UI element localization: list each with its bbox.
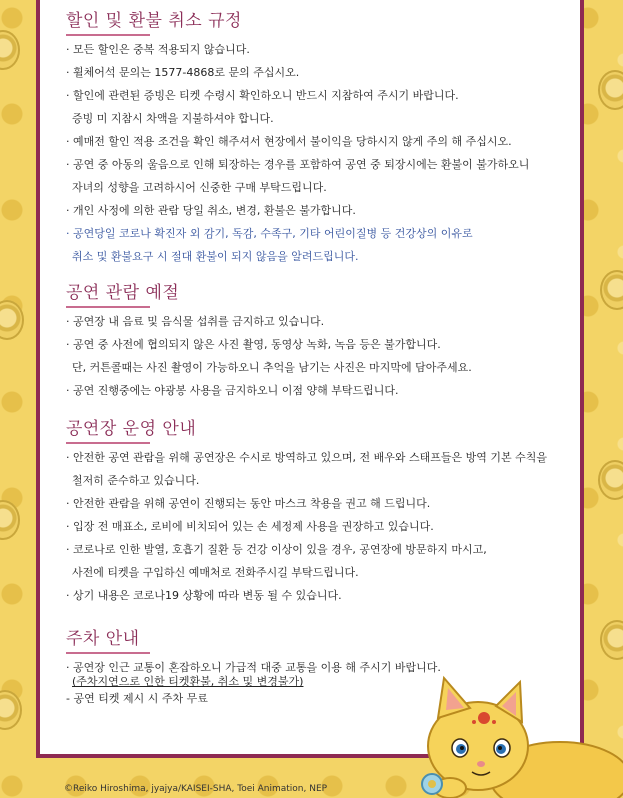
etiquette-line: 단, 커튼콜때는 사진 촬영이 가능하오니 추억을 남기는 사진은 마지막에 담아주세요. (72, 361, 472, 374)
parking-line: · 공연장 인근 교통이 혼잡하오니 가급적 대중 교통을 이용 해 주시기 바랍니다. (66, 661, 441, 674)
operation-line: · 입장 전 매표소, 로비에 비치되어 있는 손 세정제 사용을 권장하고 있습니다. (66, 520, 434, 533)
parking-refund-note: (주차지연으로 인한 티켓환불, 취소 및 변경불가) (72, 675, 304, 688)
policy-line: · 휠체어석 문의는 1577-4868로 문의 주십시오. (66, 66, 300, 79)
etiquette-line: · 공연 중 사전에 협의되지 않은 사진 촬영, 동영상 녹화, 녹음 등은 불가합니다. (66, 338, 441, 351)
policy-line: · 모든 할인은 중복 적용되지 않습니다. (66, 43, 250, 56)
policy-line: 증빙 미 지참시 차액을 지불하셔야 합니다. (72, 112, 274, 125)
section-title: 주차 안내 (66, 624, 571, 654)
etiquette-line: · 공연 진행중에는 야광봉 사용을 금지하오니 이점 양해 부탁드립니다. (66, 384, 399, 397)
lucky-cat-icon (410, 660, 623, 798)
policy-line: 자녀의 성향을 고려하시어 신중한 구매 부탁드립니다. (72, 181, 327, 194)
operation-section (66, 414, 571, 607)
operation-line: · 상기 내용은 코로나19 상황에 따라 변동 될 수 있습니다. (66, 589, 342, 602)
policy-line: · 예매전 할인 적용 조건을 확인 해주셔서 현장에서 불이익을 당하시지 않게 주의 해 주십시오. (66, 135, 512, 148)
operation-line: 철저히 준수하고 있습니다. (72, 474, 200, 487)
operation-line: · 코로나로 인한 발열, 호흡기 질환 등 건강 이상이 있을 경우, 공연장에 방문하지 마시고, (66, 543, 487, 556)
covid-notice-line: 취소 및 환불요구 시 절대 환불이 되지 않음을 알려드립니다. (72, 250, 359, 263)
covid-notice-line: · 공연당일 코로나 확진자 외 감기, 독감, 수족구, 기타 어린이질병 등 건강상의 이유로 (66, 227, 473, 240)
discount-refund-section (66, 6, 571, 268)
copyright-notice: ©Reiko Hiroshima, jyajya/KAISEI-SHA, Toei Animation, NEP (64, 784, 328, 794)
section-title: 공연장 운영 안내 (66, 414, 571, 444)
etiquette-section (66, 278, 571, 402)
parking-line: - 공연 티켓 제시 시 주차 무료 (66, 692, 208, 705)
section-title: 할인 및 환불 취소 규정 (66, 6, 571, 36)
operation-line: · 안전한 관람을 위해 공연이 진행되는 동안 마스크 착용을 권고 해 드립니다. (66, 497, 431, 510)
etiquette-line: · 공연장 내 음료 및 음식물 섭취를 금지하고 있습니다. (66, 315, 325, 328)
operation-line: 사전에 티켓을 구입하신 예매처로 전화주시길 부탁드립니다. (72, 566, 359, 579)
policy-line: · 공연 중 아동의 울음으로 인해 퇴장하는 경우를 포함하여 공연 중 퇴장시에는 환불이 불가하오니 (66, 158, 530, 171)
policy-line: · 개인 사정에 의한 관람 당일 취소, 변경, 환불은 불가합니다. (66, 204, 356, 217)
section-title: 공연 관람 예절 (66, 278, 571, 308)
operation-line: · 안전한 공연 관람을 위해 공연장은 수시로 방역하고 있으며, 전 배우와 스태프들은 방역 기본 수칙을 (66, 451, 547, 464)
policy-line: · 할인에 관련된 증빙은 티켓 수령시 확인하오니 반드시 지참하여 주시기 바랍니다. (66, 89, 459, 102)
